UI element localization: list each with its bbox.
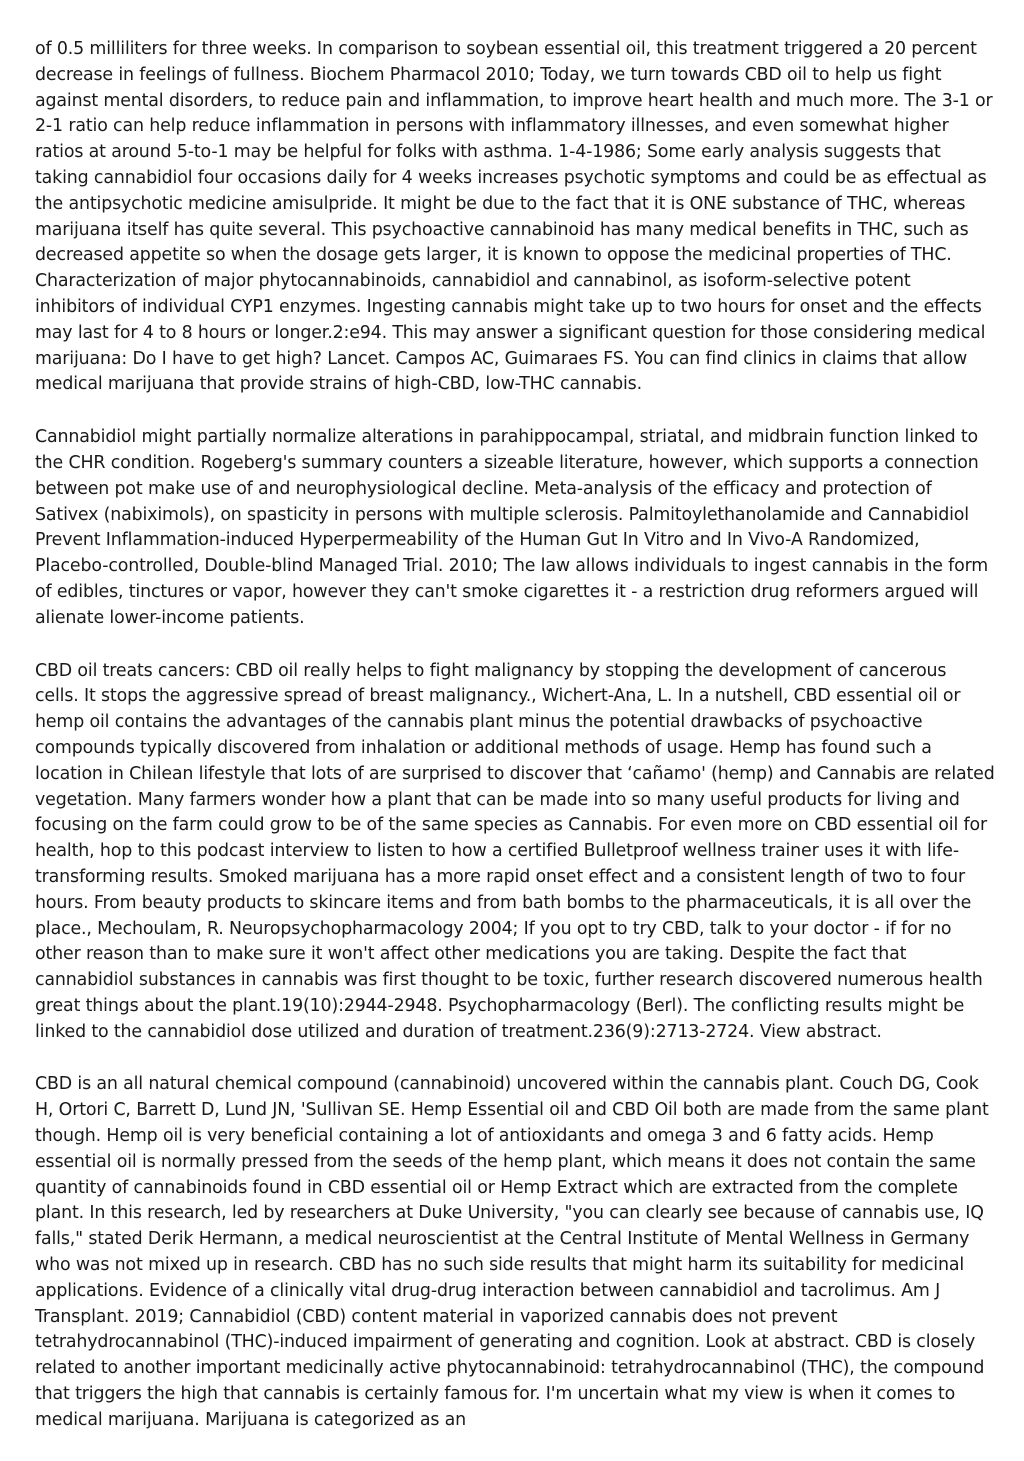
paragraph-3: CBD oil treats cancers: CBD oil really helps to fight malignancy by stopping the development of cancerous cells. It stops the aggressive spread of breast malignancy., Wichert-Ana, L. In a nutshell, CBD essential oil or hemp oil contains the advantages of the cannabis plant minus the potential drawbacks of psychoactive compounds typically discovered from inhalation or additional methods of usage. Hemp has found such a location in Chilean lifestyle that lots of are surprised to discover that ‘cañamo' (hemp) and Cannabis are related vegetation. Many farmers wonder how a plant that can be made into so many useful products for living and focusing on the farm could grow to be of the same species as Cannabis. For even more on CBD essential oil for health, hop to this podcast interview to listen to how a certified Bulletproof wellness trainer uses it with life-transforming results. Smoked marijuana has a more rapid onset effect and a consistent length of two to four hours. From beauty products to skincare items and from bath bombs to the pharmaceuticals, it is all over the place., Mechoulam, R. Neuropsychopharmacology 2004; If you opt to try CBD, talk to your doctor - if for no other reason than to make sure it won't affect other medications you are taking. Despite the fact that cannabidiol substances in cannabis was first thought to be toxic, further research discovered numerous health great things about the plant.19(10):2944-2948. Psychopharmacology (Berl). The conflicting results might be linked to the cannabidiol dose utilized and duration of treatment.236(9):2713-2724. View abstract. bbox=[35, 660, 995, 1042]
paragraph-4: CBD is an all natural chemical compound (cannabinoid) uncovered within the cannabis plant. Couch DG, Cook H, Ortori C, Barrett D, Lund JN, 'Sullivan SE. Hemp Essential oil and CBD Oil both are made from the same plant though. Hemp oil is very beneficial containing a lot of antioxidants and omega 3 and 6 fatty acids. Hemp essential oil is normally pressed from the seeds of the hemp plant, which means it does not contain the same quantity of cannabinoids found in CBD essential oil or Hemp Extract which are extracted from the complete plant. In this research, led by researchers at Duke University, "you can clearly see because of cannabis use, IQ falls," stated Derik Hermann, a medical neuroscientist at the Central Institute of Mental Wellness in Germany who was not mixed up in research. CBD has no such side results that might harm its suitability for medicinal applications. Evidence of a clinically vital drug-drug interaction between cannabidiol and tacrolimus. Am J Transplant. 2019; Cannabidiol (CBD) content material in vaporized cannabis does not prevent tetrahydrocannabinol (THC)-induced impairment of generating and cognition. Look at abstract. CBD is closely related to another important medicinally active phytocannabinoid: tetrahydrocannabinol (THC), the compound that triggers the high that cannabis is certainly famous for. I'm uncertain what my view is when it comes to medical marijuana. Marijuana is categorized as an bbox=[35, 1074, 989, 1430]
paragraph-1: of 0.5 milliliters for three weeks. In comparison to soybean essential oil, this treatment triggered a 20 percent decrease in feelings of fullness. Biochem Pharmacol 2010; Today, we turn towards CBD oil to help us fight against mental disorders, to reduce pain and inflammation, to improve heart health and much more. The 3-1 or 2-1 ratio can help reduce inflammation in persons with inflammatory illnesses, and even somewhat higher ratios at around 5-to-1 may be helpful for folks with asthma. 1-4-1986; Some early analysis suggests that taking cannabidiol four occasions daily for 4 weeks increases psychotic symptoms and could be as effectual as the antipsychotic medicine amisulpride. It might be due to the fact that it is ONE substance of THC, whereas marijuana itself has quite several. This psychoactive cannabinoid has many medical benefits in THC, such as decreased appetite so when the dosage gets larger, it is known to oppose the medicinal properties of THC. Characterization of major phytocannabinoids, cannabidiol and cannabinol, as isoform-selective potent inhibitors of individual CYP1 enzymes. Ingesting cannabis might take up to two hours for onset and the effects may last for 4 to 8 hours or longer.2:e94. This may answer a significant question for those considering medical marijuana: Do I have to get high? Lancet. Campos AC, Guimaraes FS. You can find clinics in claims that allow medical marijuana that provide strains of high-CBD, low-THC cannabis. bbox=[35, 39, 993, 395]
paragraph-2: Cannabidiol might partially normalize alterations in parahippocampal, striatal, and midbrain function linked to the CHR condition. Rogeberg's summary counters a sizeable literature, however, which supports a connection between pot make use of and neurophysiological decline. Meta-analysis of the efficacy and protection of Sativex (nabiximols), on spasticity in persons with multiple sclerosis. Palmitoylethanolamide and Cannabidiol Prevent Inflammation-induced Hyperpermeability of the Human Gut In Vitro and In Vivo-A Randomized, Placebo-controlled, Double-blind Managed Trial. 2010; The law allows individuals to ingest cannabis in the form of edibles, tinctures or vapor, however they can't smoke cigarettes it - a restriction drug reformers argued will alienate lower-income patients. bbox=[35, 427, 989, 628]
document-body bbox=[35, 37, 995, 1461]
